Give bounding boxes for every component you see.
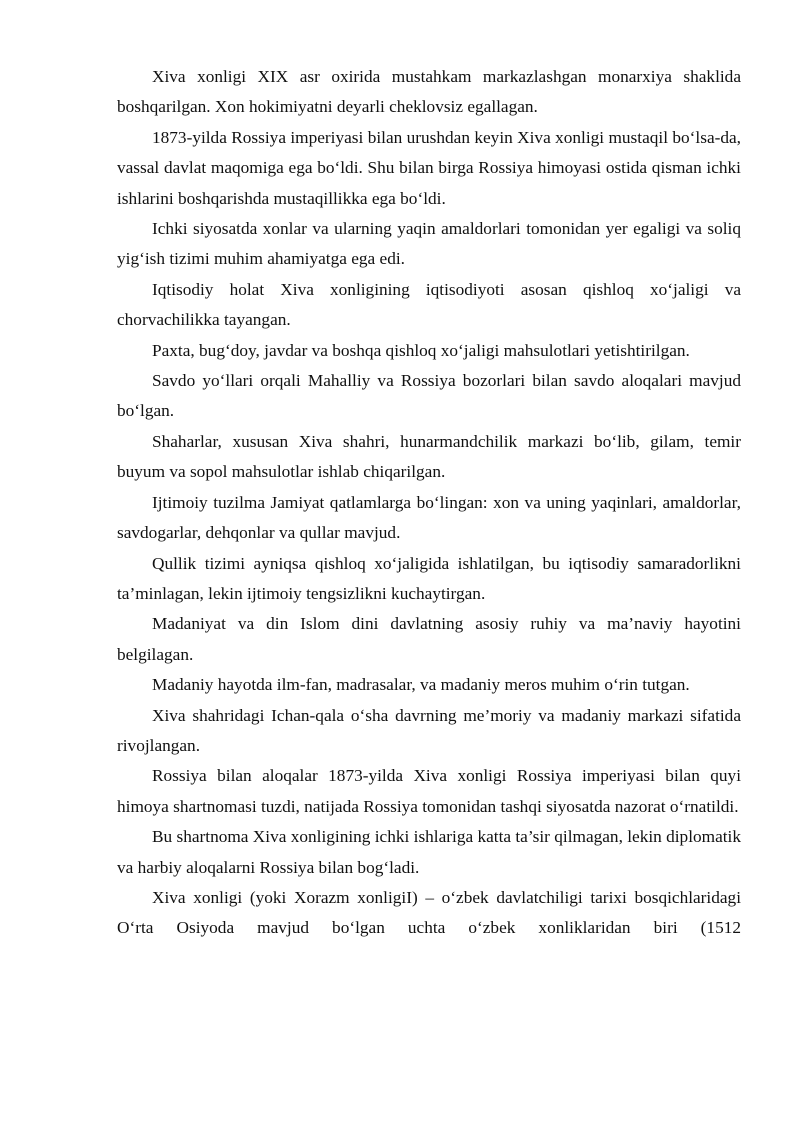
paragraph: Shaharlar, xususan Xiva shahri, hunarmandchilik markazi bo‘lib, gilam, temir buyum va sopol mahsulotlar ishlab chiqarilgan.	[117, 431, 741, 482]
paragraph: Rossiya bilan aloqalar 1873-yilda Xiva xonligi Rossiya imperiyasi bilan quyi himoya shartnomasi tuzdi, natijada Rossiya tomonidan tashqi siyosatda nazorat o‘rnatildi.	[117, 766, 741, 816]
paragraph: Bu shartnoma Xiva xonligining ichki ishlariga katta ta’sir qilmagan, lekin diplomatik va harbiy aloqalarni Rossiya bilan bog‘ladi.	[117, 827, 741, 877]
paragraph: Savdo yo‘llari orqali Mahalliy va Rossiya bozorlari bilan savdo aloqalari mavjud bo‘lgan.	[117, 371, 741, 421]
paragraph: Iqtisodiy holat Xiva xonligining iqtisodiyoti asosan qishloq xo‘jaligi va chorvachilikka tayangan.	[117, 279, 741, 330]
paragraph: 1873-yilda Rossiya imperiyasi bilan urushdan keyin Xiva xonligi mustaqil bo‘lsa-da, vassal davlat maqomiga ega bo‘ldi. Shu bilan birga Rossiya himoyasi ostida qisman ichki ishlarini boshqarishda mustaqillikka ega bo‘ldi.	[117, 127, 741, 208]
paragraph: Ijtimoiy tuzilma Jamiyat qatlamlarga bo‘lingan: xon va uning yaqinlari, amaldorlar, savdogarlar, dehqonlar va qullar mavjud.	[117, 492, 741, 543]
paragraph: Madaniyat va din Islom dini davlatning asosiy ruhiy va ma’naviy hayotini belgilagan.	[117, 614, 741, 664]
paragraph: Madaniy hayotda ilm-fan, madrasalar, va madaniy meros muhim o‘rin tutgan.	[152, 675, 690, 695]
paragraph: Qullik tizimi ayniqsa qishloq xo‘jaligida ishlatilgan, bu iqtisodiy samaradorlikni ta’minlagan, lekin ijtimoiy tengsizlikni kuchaytirgan.	[117, 553, 741, 603]
paragraph: Xiva shahridagi Ichan-qala o‘sha davrning me’moriy va madaniy markazi sifatida rivojlangan.	[117, 705, 741, 755]
paragraph: Xiva xonligi XIX asr oxirida mustahkam markazlashgan monarxiya shaklida boshqarilgan. Xon hokimiyatni deyarli cheklovsiz egallagan.	[117, 67, 741, 117]
document-page	[117, 62, 741, 944]
paragraph: Xiva xonligi (yoki Xorazm xonligiI) – o‘zbek davlatchiligi tarixi bosqichlaridagi O‘rta Osiyoda mavjud bo‘lgan uchta o‘zbek xonliklaridan biri (1512	[117, 887, 741, 938]
paragraph: Ichki siyosatda xonlar va ularning yaqin amaldorlari tomonidan yer egaligi va soliq yig‘ish tizimi muhim ahamiyatga ega edi.	[117, 219, 741, 269]
paragraph: Paxta, bug‘doy, javdar va boshqa qishloq xo‘jaligi mahsulotlari yetishtirilgan.	[152, 340, 690, 360]
